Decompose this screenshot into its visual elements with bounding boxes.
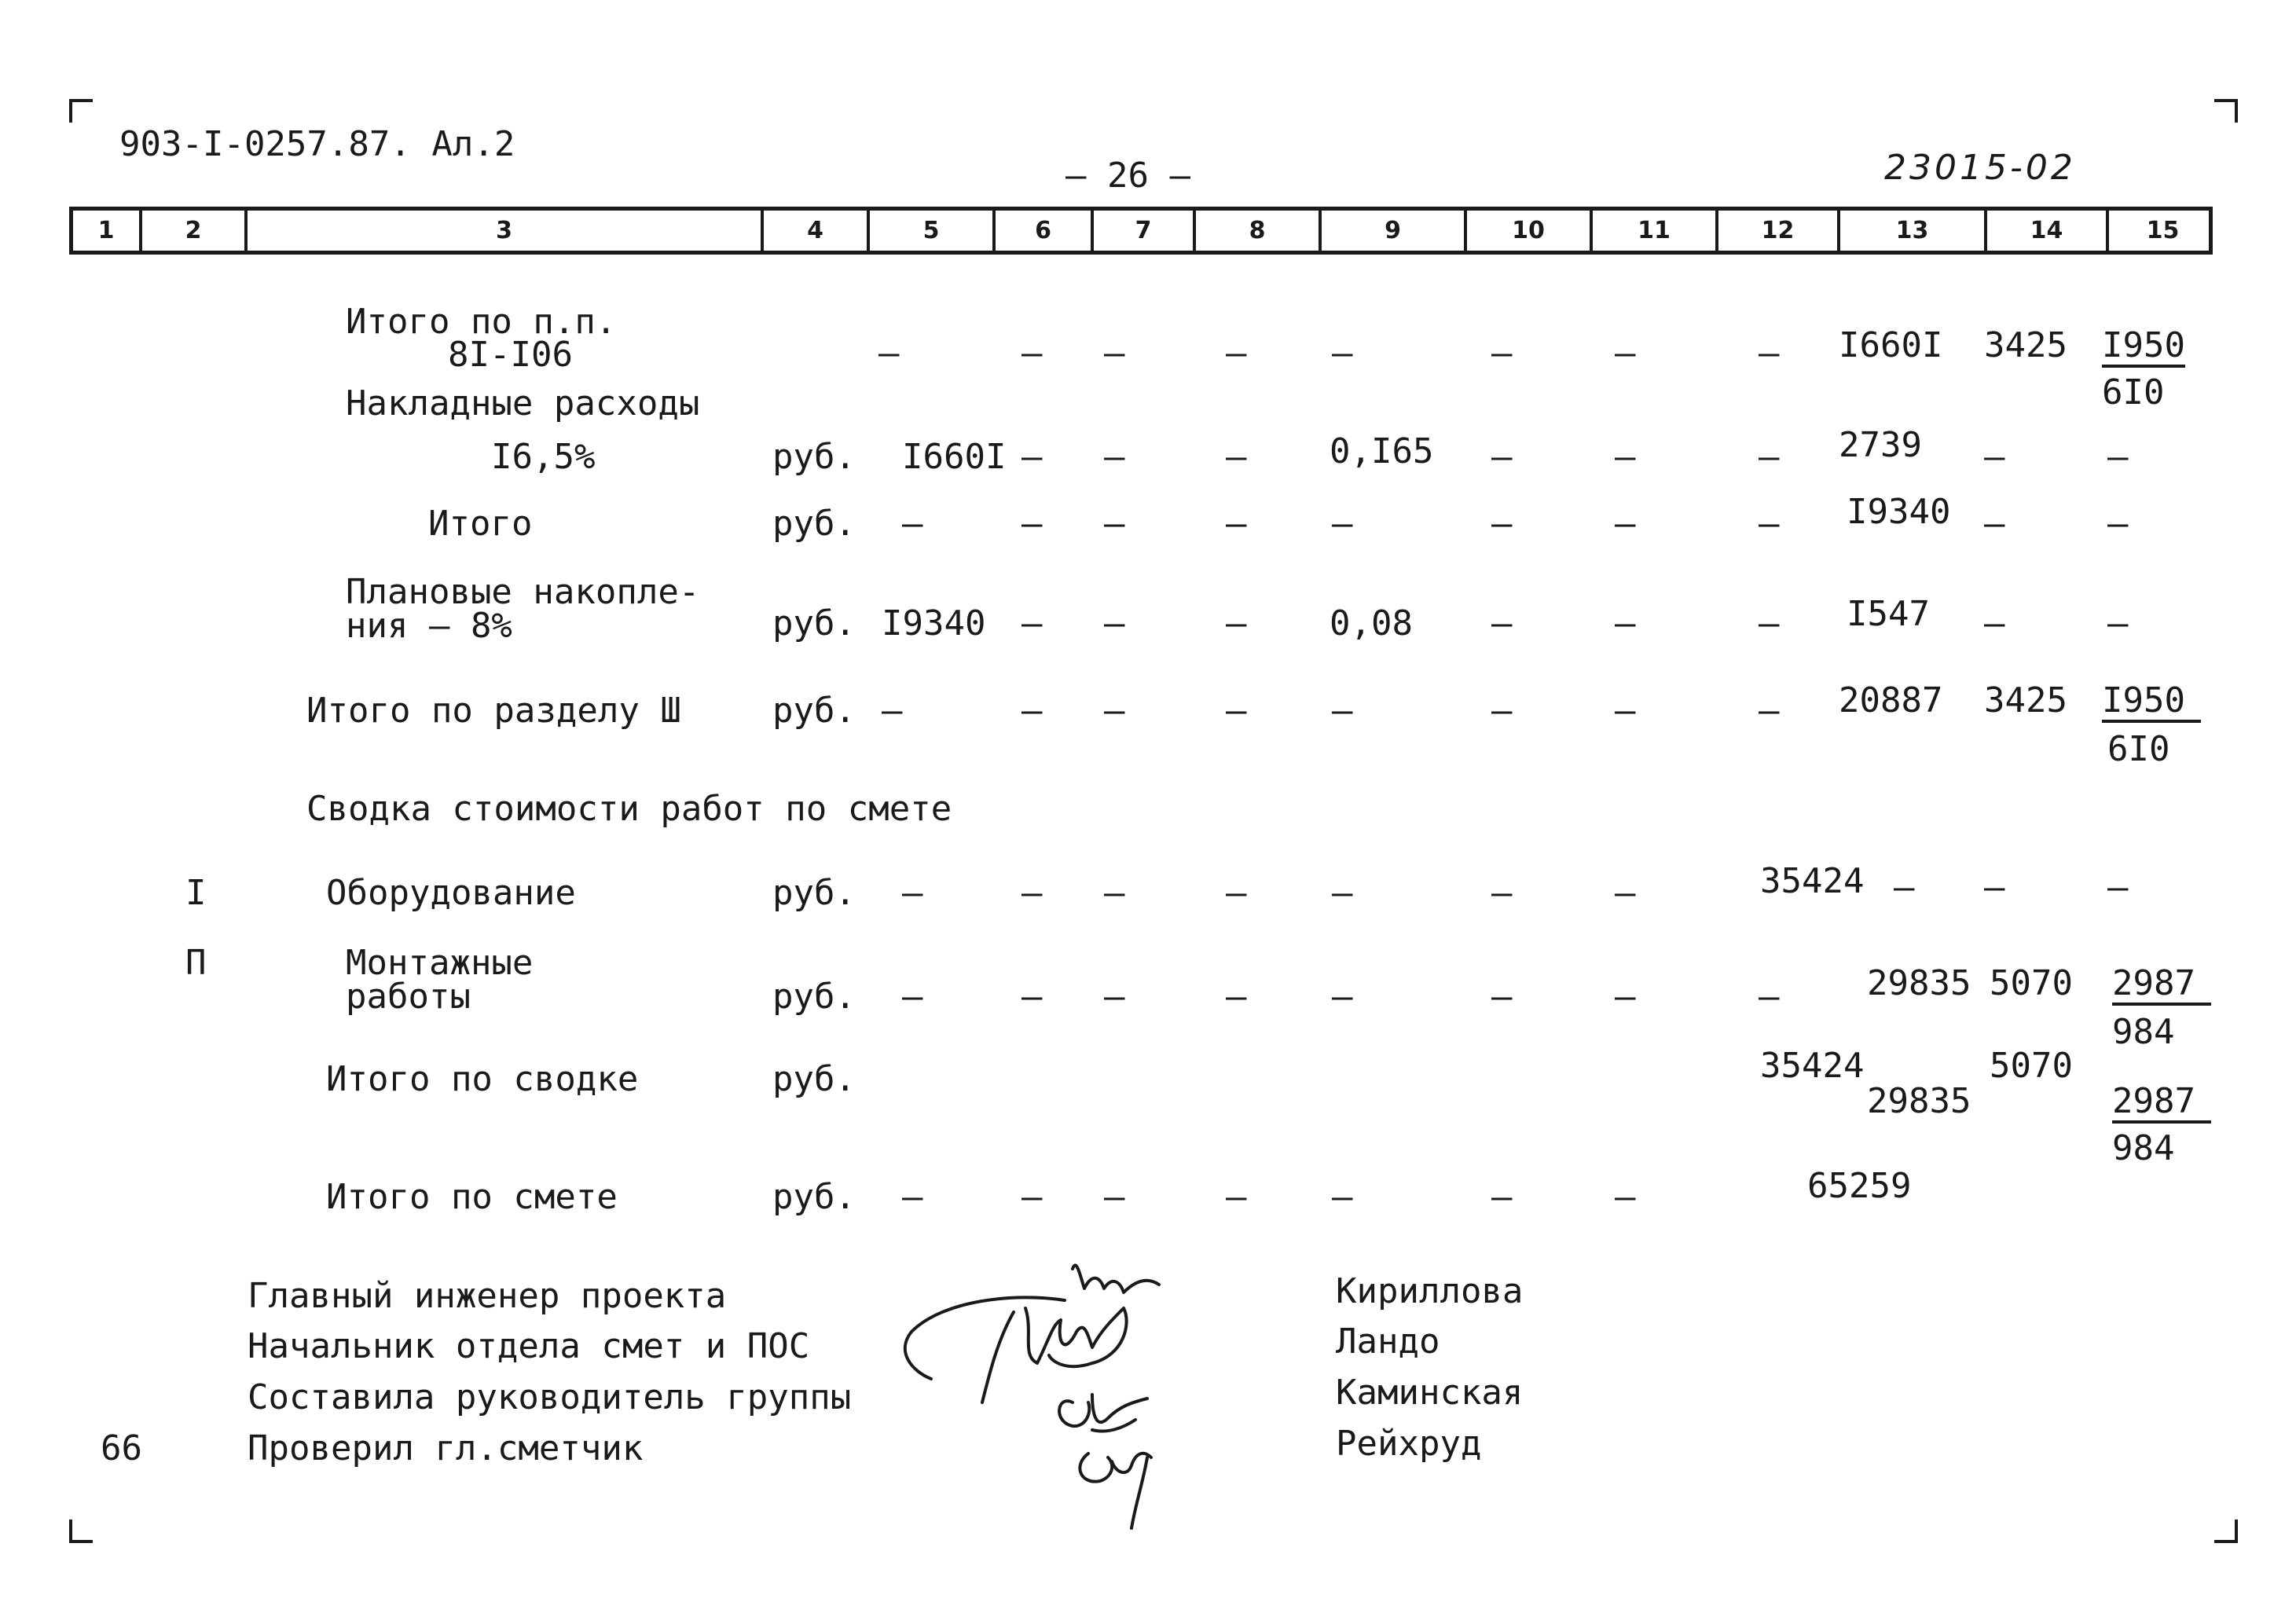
cell: – <box>1984 437 2005 477</box>
cell-numerator: 2987 <box>2112 1084 2211 1124</box>
cell: – <box>1021 333 1043 373</box>
cell: – <box>1615 1177 1636 1217</box>
cell: – <box>1491 437 1513 477</box>
cell: – <box>1226 603 1247 643</box>
cell: 29835 <box>1867 1081 1971 1121</box>
summary-title: Сводка стоимости работ по смете <box>306 789 952 829</box>
row-number: П <box>185 943 207 983</box>
cell: – <box>1104 873 1125 913</box>
cell: 5070 <box>1990 963 2073 1003</box>
column-number: 5 <box>867 211 992 251</box>
signature-role: Проверил гл.сметчик <box>248 1428 644 1468</box>
cell: – <box>1226 504 1247 544</box>
cell: – <box>1759 603 1780 643</box>
cell: – <box>1491 1177 1513 1217</box>
unit: руб. <box>772 1059 856 1099</box>
row-label: I6,5% <box>491 437 596 477</box>
signature-role: Главный инженер проекта <box>248 1276 727 1316</box>
cell: 35424 <box>1760 1046 1865 1086</box>
row-label: Монтажные <box>346 943 534 983</box>
column-number: 9 <box>1319 211 1464 251</box>
unit: руб. <box>772 437 856 477</box>
column-number: 13 <box>1837 211 1984 251</box>
cell: – <box>1226 873 1247 913</box>
cell: 0,I65 <box>1330 431 1434 471</box>
cell-denominator: 6I0 <box>2102 372 2165 412</box>
cell-denominator: 6I0 <box>2107 729 2170 769</box>
column-number: 12 <box>1715 211 1837 251</box>
cell: 5070 <box>1990 1046 2073 1086</box>
cell: – <box>1226 437 1247 477</box>
cell: – <box>1021 977 1043 1017</box>
cell: – <box>1226 691 1247 731</box>
row-label: Итого по смете <box>326 1177 618 1217</box>
cell: – <box>1104 1177 1125 1217</box>
row-label: Итого по разделу Ш <box>306 691 681 731</box>
column-number: 8 <box>1193 211 1319 251</box>
cell: – <box>1491 333 1513 373</box>
cell: – <box>1332 873 1353 913</box>
corner-mark-top-right <box>2214 99 2238 123</box>
cell: – <box>1104 504 1125 544</box>
corner-mark-top-left <box>69 99 93 123</box>
cell: – <box>1104 691 1125 731</box>
column-number: 3 <box>244 211 761 251</box>
cell-denominator: 984 <box>2112 1128 2175 1168</box>
cell: – <box>2107 437 2129 477</box>
column-number: 6 <box>992 211 1091 251</box>
cell: – <box>1759 691 1780 731</box>
cell: – <box>1491 504 1513 544</box>
cell: – <box>1104 977 1125 1017</box>
row-label: Итого <box>428 504 533 544</box>
cell: – <box>1615 977 1636 1017</box>
cell: – <box>1759 504 1780 544</box>
signature-name: Кириллова <box>1336 1271 1524 1311</box>
cell: – <box>1615 873 1636 913</box>
signature-role: Составила руководитель группы <box>248 1377 852 1417</box>
row-label: ния – 8% <box>346 606 512 646</box>
column-number: 11 <box>1590 211 1715 251</box>
cell: – <box>1226 1177 1247 1217</box>
cell: – <box>902 873 923 913</box>
cell: – <box>2107 867 2129 907</box>
row-label: Плановые накопле- <box>346 572 700 612</box>
signature-name: Рейхруд <box>1336 1424 1482 1464</box>
cell: – <box>1332 1177 1353 1217</box>
cell: 3425 <box>1984 325 2067 365</box>
document-code: 903-I-0257.87. Ал.2 <box>119 124 515 164</box>
column-number: 14 <box>1984 211 2106 251</box>
cell: – <box>1104 437 1125 477</box>
cell: – <box>1984 504 2005 544</box>
unit: руб. <box>772 691 856 731</box>
cell: 35424 <box>1760 861 1865 901</box>
cell: – <box>1615 603 1636 643</box>
column-number: 1 <box>97 217 115 244</box>
cell: 20887 <box>1839 680 1943 720</box>
corner-mark-bottom-left <box>69 1520 93 1543</box>
cell: – <box>1491 691 1513 731</box>
cell: – <box>1615 691 1636 731</box>
cell: – <box>1104 603 1125 643</box>
row-label: Оборудование <box>326 873 576 913</box>
sheet-mark: 66 <box>101 1428 142 1468</box>
cell: – <box>1491 873 1513 913</box>
signature-name: Ландо <box>1336 1322 1440 1362</box>
row-label: работы <box>346 977 471 1017</box>
cell: I547 <box>1847 594 1930 634</box>
cell: – <box>1332 504 1353 544</box>
cell: – <box>1491 603 1513 643</box>
cell: – <box>1332 977 1353 1017</box>
cell: – <box>1894 867 1915 907</box>
cell: – <box>1021 437 1043 477</box>
cell: – <box>1615 504 1636 544</box>
row-label: Накладные расходы <box>346 383 700 423</box>
cell: – <box>1021 603 1043 643</box>
corner-mark-bottom-right <box>2214 1520 2238 1543</box>
signature-name: Каминская <box>1336 1373 1524 1413</box>
cell: – <box>1984 867 2005 907</box>
cell: – <box>902 1177 923 1217</box>
cell: – <box>902 977 923 1017</box>
column-number: 4 <box>761 211 867 251</box>
cell: 2739 <box>1839 425 1922 465</box>
cell: 3425 <box>1984 680 2067 720</box>
cell: I9340 <box>1847 492 1951 532</box>
cell: – <box>2107 603 2129 643</box>
cell: – <box>1615 437 1636 477</box>
cell: – <box>1759 977 1780 1017</box>
cell: I660I <box>1839 325 1943 365</box>
cell: 0,08 <box>1330 603 1413 643</box>
column-number: 2 <box>139 211 244 251</box>
cell-numerator: I950 <box>2102 328 2185 368</box>
cell: – <box>1615 333 1636 373</box>
column-number: 10 <box>1464 211 1590 251</box>
cell: – <box>1759 437 1780 477</box>
unit: руб. <box>772 504 856 544</box>
column-number-ruler <box>69 207 2213 255</box>
cell: – <box>1332 691 1353 731</box>
cell: – <box>1491 977 1513 1017</box>
handwritten-signatures <box>896 1245 1289 1536</box>
cell: – <box>882 691 903 731</box>
unit: руб. <box>772 1177 856 1217</box>
column-number: 7 <box>1091 211 1193 251</box>
cell: – <box>1332 333 1353 373</box>
row-label: Итого по п.п. <box>346 302 617 342</box>
cell: – <box>2107 504 2129 544</box>
cell: 29835 <box>1867 963 1971 1003</box>
unit: руб. <box>772 603 856 643</box>
row-label: Итого по сводке <box>326 1059 639 1099</box>
unit: руб. <box>772 873 856 913</box>
cell: – <box>1021 691 1043 731</box>
page-number: — 26 — <box>1065 156 1190 196</box>
cell: I9340 <box>882 603 986 643</box>
cell: – <box>1226 977 1247 1017</box>
row-label: 8I-I06 <box>448 335 573 375</box>
cell: 65259 <box>1807 1166 1912 1206</box>
row-number: I <box>185 873 207 913</box>
cell: – <box>1759 333 1780 373</box>
unit: руб. <box>772 977 856 1017</box>
cell-numerator: 2987 <box>2112 966 2211 1006</box>
cell: – <box>1104 333 1125 373</box>
column-number: 15 <box>2106 211 2217 251</box>
cell: I660I <box>902 437 1007 477</box>
cell: – <box>1021 504 1043 544</box>
cell: – <box>1984 603 2005 643</box>
cell: – <box>902 504 923 544</box>
signature-role: Начальник отдела смет и ПОС <box>248 1326 810 1366</box>
cell: – <box>878 333 900 373</box>
cell: – <box>1226 333 1247 373</box>
cell: – <box>1021 873 1043 913</box>
cell: – <box>1021 1177 1043 1217</box>
cell-denominator: 984 <box>2112 1012 2175 1052</box>
cell-numerator: I950 <box>2102 684 2201 723</box>
archive-number: 23015-02 <box>1884 148 2076 188</box>
